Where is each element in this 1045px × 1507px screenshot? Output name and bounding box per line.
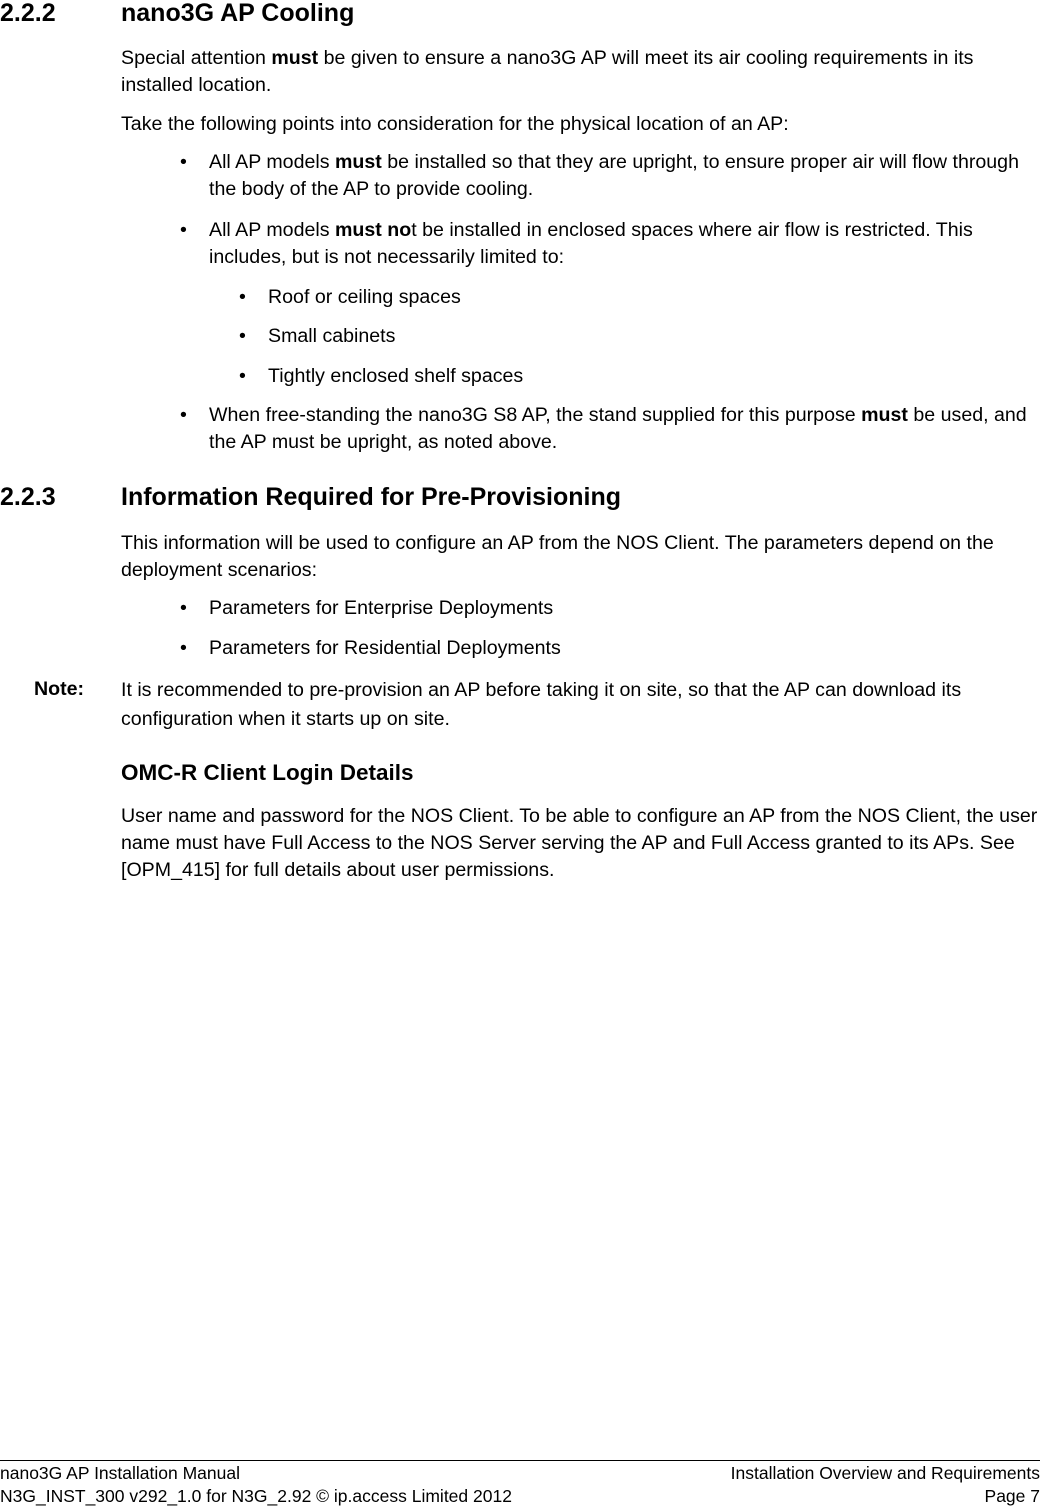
section-title: Information Required for Pre-Provisioning [121, 483, 622, 511]
login-details-paragraph: User name and password for the NOS Client. To be able to configure an AP from the NOS Client, the user name must have Full Access to the NOS Server serving the AP and Full Access granted to its APs. See [OPM_415] for full details about user permissions. [121, 805, 1038, 881]
section-number: 2.2.2 [0, 0, 56, 27]
footer-manual-title: nano3G AP Installation Manual [0, 1463, 240, 1483]
footer-page-number: Page 7 [984, 1486, 1040, 1506]
preprov-intro-paragraph: This information will be used to configure an AP from the NOS Client. The parameters depend on the deployment scenarios: [121, 532, 994, 581]
footer-document-id: N3G_INST_300 v292_1.0 for N3G_2.92 © ip.access Limited 2012 [0, 1486, 512, 1506]
note-label: Note: [34, 678, 85, 700]
section-title: nano3G AP Cooling [121, 0, 355, 27]
subheading-omc-r-login: OMC-R Client Login Details [121, 760, 414, 785]
bullet-icon: • [180, 637, 187, 659]
section-number: 2.2.3 [0, 483, 56, 511]
footer-chapter-title: Installation Overview and Requirements [730, 1463, 1040, 1483]
bullet-icon: • [180, 404, 187, 426]
bullet-icon: • [239, 286, 246, 308]
bullet-icon: • [180, 151, 187, 173]
footer-divider [0, 1460, 1040, 1461]
note-text: It is recommended to pre-provision an AP before taking it on site, so that the AP can download its configuration when it starts up on site. [121, 679, 962, 730]
bullet-icon: • [180, 597, 187, 619]
bullet-icon: • [180, 219, 187, 241]
cooling-intro-paragraph: Special attention must be given to ensure a nano3G AP will meet its air cooling requirements in its installed location. [121, 47, 974, 96]
cooling-points-paragraph: Take the following points into consideration for the physical location of an AP: [121, 113, 789, 135]
bullet-icon: • [239, 325, 246, 347]
bullet-icon: • [239, 365, 246, 387]
emphasis-must: must [271, 47, 319, 69]
document-page: 2.2.2 nano3G AP Cooling Special attention must be given to ensure a nano3G AP will meet its air cooling requirements in its installed location. Take the following points into consideration for the physical location of an AP: • All AP models must be installed so that they are upright, to ensure proper air will flow through the body of the AP to provide cooling. • All AP models must not be installed in enclosed spaces where air flow is restricted. This includes, but is not necessarily limited to: • Roof or ceiling spaces • Small cabinets • Tightly enclosed shelf spaces • When free-standing the nano3G S8 AP, the stand supplied for this purpose must be used, and the AP must be upright, as noted above. 2.2.3 Information Required for Pre-Provisioning This information will be used to configure an AP from the NOS Client. The parameters depend on the deployment scenarios: • Parameters for Enterprise Deployments • Parameters for Residential Deployments Note: It is recommended to pre-provision an AP before taking it on site, so that the AP can download its configuration when it starts up on site. OMC-R Client Login Details User name and password for the NOS Client. To be able to configure an AP from the NOS Client, the user name must have Full Access to the NOS Server serving the AP and Full Access granted to its APs. See [OPM_415] for full details about user permissions. nano3G AP Installation Manual N3G_INST_300 v292_1.0 for N3G_2.92 © ip.access Limited 2012 Installation Overview and Requirements Page 7 [0, 0, 1040, 1506]
